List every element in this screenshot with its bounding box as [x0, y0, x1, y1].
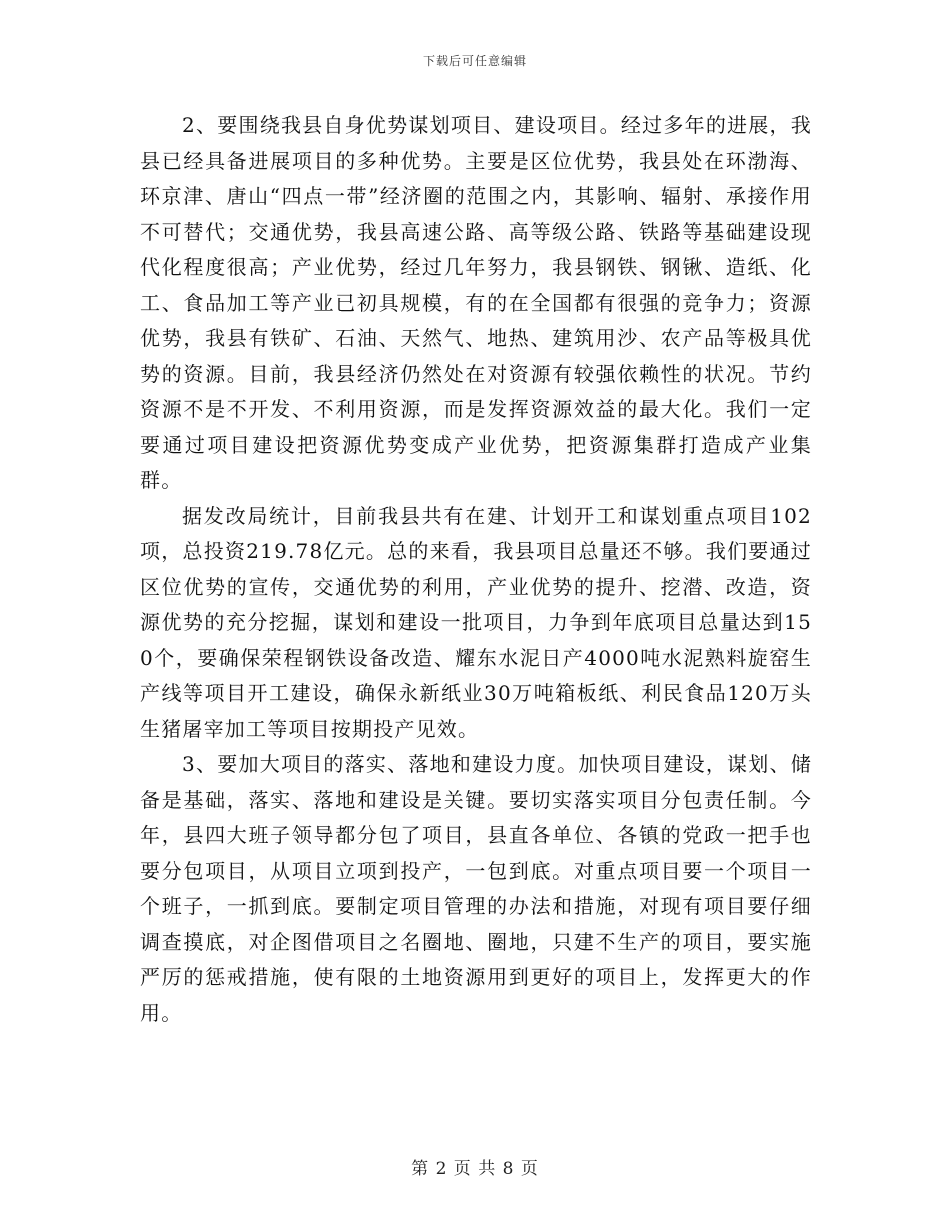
- paragraph-2: 据发改局统计，目前我县共有在建、计划开工和谋划重点项目102项，总投资219.78亿元。总的来看，我县项目总量还不够。我们要通过区位优势的宣传，交通优势的利用，产业优势的提升、挖潜、改造，资源优势的充分挖掘，谋划和建设一批项目，力争到年底项目总量达到150个，要确保荣程钢铁设备改造、耀东水泥日产4000吨水泥熟料旋窑生产线等项目开工建设，确保永新纸业30万吨箱板纸、利民食品120万头生猪屠宰加工等项目按期投产见效。: [140, 503, 812, 741]
- paragraph-3: 3、要加大项目的落实、落地和建设力度。加快项目建设，谋划、储备是基础，落实、落地和建设是关键。要切实落实项目分包责任制。今年，县四大班子领导都分包了项目，县直各单位、各镇的党政一把手也要分包项目，从项目立项到投产，一包到底。对重点项目要一个项目一个班子，一抓到底。要制定项目管理的办法和措施，对现有项目要仔细调查摸底，对企图借项目之名圈地、圈地，只建不生产的项目，要实施严厉的惩戒措施，使有限的土地资源用到更好的项目上，发挥更大的作用。: [140, 752, 812, 1025]
- page-header-note: 下载后可任意编辑: [422, 54, 527, 68]
- paragraph-1: 2、要围绕我县自身优势谋划项目、建设项目。经过多年的进展，我县已经具备进展项目的多种优势。主要是区位优势，我县处在环渤海、环京津、唐山“四点一带”经济圈的范围之内，其影响、辐射、承接作用不可替代；交通优势，我县高速公路、高等级公路、铁路等基础建设现代化程度很高；产业优势，经过几年努力，我县钢铁、钢锹、造纸、化工、食品加工等产业已初具规模，有的在全国都有很强的竞争力；资源优势，我县有铁矿、石油、天然气、地热、建筑用沙、农产品等极具优势的资源。目前，我县经济仍然处在对资源有较强依赖性的状况。节约资源不是不开发、不利用资源，而是发挥资源效益的最大化。我们一定要通过项目建设把资源优势变成产业优势，把资源集群打造成产业集群。: [140, 113, 812, 492]
- document-body: [140, 108, 812, 1031]
- page-number-footer: 第 2 页 共 8 页: [411, 1159, 539, 1179]
